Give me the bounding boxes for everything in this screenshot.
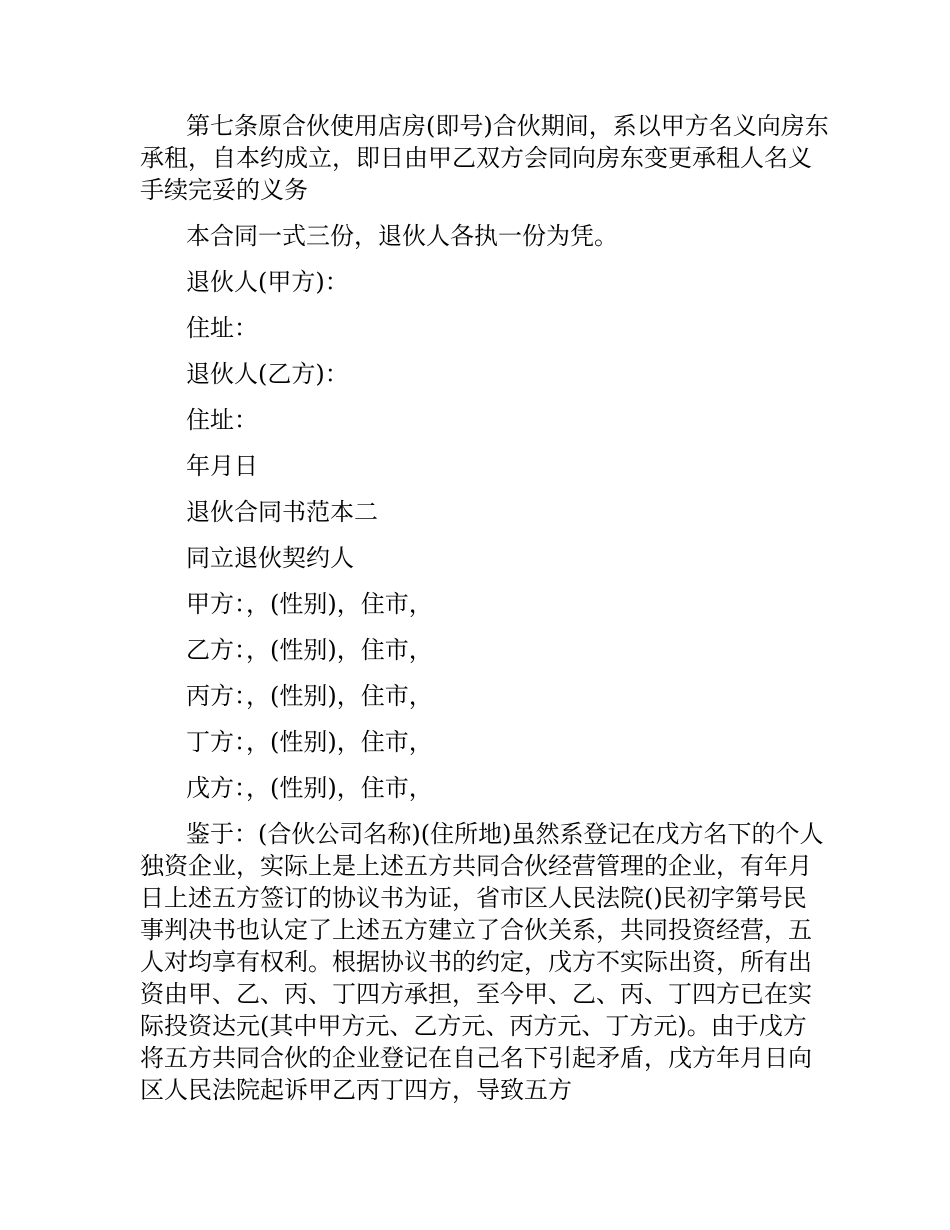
party-a-signature-line: 退伙人(甲方)： bbox=[186, 268, 349, 296]
copies-clause: 本合同一式三份，退伙人各执一份为凭。 bbox=[186, 222, 618, 250]
document-body bbox=[140, 110, 830, 1106]
party-a-address-line: 住址： bbox=[186, 314, 258, 342]
party-b-address-line: 住址： bbox=[186, 406, 258, 434]
party-ding-line: 丁方：，(性别)，住市， bbox=[186, 728, 433, 756]
date-line: 年月日 bbox=[186, 452, 258, 480]
contract-parties-heading: 同立退伙契约人 bbox=[186, 544, 354, 572]
party-wu-line: 戊方：，(性别)，住市， bbox=[186, 774, 433, 802]
party-yi-line: 乙方：，(性别)，住市， bbox=[186, 636, 433, 664]
section-title: 退伙合同书范本二 bbox=[186, 498, 378, 526]
article-seven-paragraph: 第七条原合伙使用店房(即号)合伙期间，系以甲方名义向房东承租，自本约成立，即日由甲乙双方会同向房东变更承租人名义手续完妥的义务 bbox=[140, 112, 829, 204]
party-bing-line: 丙方：，(性别)，住市， bbox=[186, 682, 433, 710]
recitals-paragraph: 鉴于：(合伙公司名称)(住所地)虽然系登记在戊方名下的个人独资企业，实际上是上述五方共同合伙经营管理的企业，有年月日上述五方签订的协议书为证，省市区人民法院()民初字第号民事判决书也认定了上述五方建立了合伙关系，共同投资经营，五人对均享有权利。根据协议书的约定，戊方不实际出资，所有出资由甲、乙、丙、丁四方承担，至今甲、乙、丙、丁四方已在实际投资达元(其中甲方元、乙方元、丙方元、丁方元)。由于戊方将五方共同合伙的企业登记在自己名下引起矛盾，戊方年月日向区人民法院起诉甲乙丙丁四方，导致五方 bbox=[140, 820, 824, 1104]
party-jia-line: 甲方：，(性别)，住市， bbox=[186, 590, 433, 618]
party-b-signature-line: 退伙人(乙方)： bbox=[186, 360, 349, 388]
